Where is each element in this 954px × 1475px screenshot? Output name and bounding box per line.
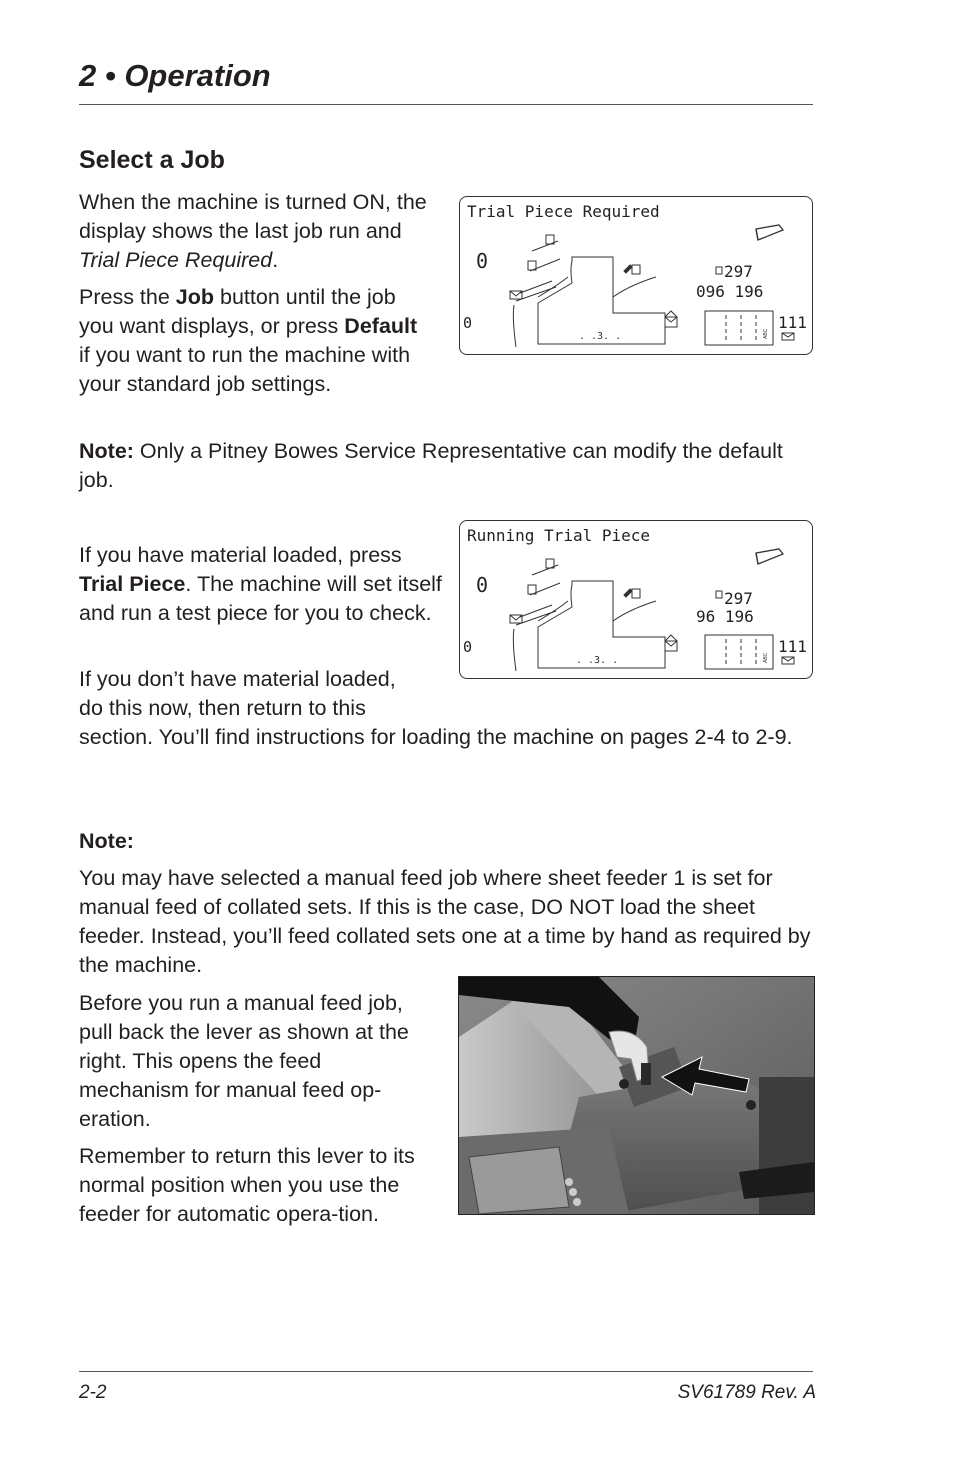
feeder-marks: . .3. . xyxy=(576,655,619,666)
note-label: Note: xyxy=(79,439,134,463)
display-title: Running Trial Piece xyxy=(467,526,651,545)
paragraph-trial-piece xyxy=(79,541,444,628)
lcd-display-trial-required xyxy=(459,196,813,355)
paragraph-job-button xyxy=(79,283,429,399)
intro-period: . xyxy=(272,248,279,272)
machine-lever-photo xyxy=(458,976,815,1215)
display-diagram xyxy=(460,521,812,678)
intro-text: When the machine is turned ON, the display shows the last job run and xyxy=(79,190,427,243)
side-label: ABC xyxy=(763,328,769,339)
text-run: . The machine will set itself and run a test piece for you to check. xyxy=(79,572,442,625)
trial-piece-term: Trial Piece xyxy=(79,572,186,596)
display-diagram xyxy=(460,197,812,354)
counts-line: 96 196 xyxy=(696,607,754,626)
text-run: If you have material loaded, press xyxy=(79,543,402,567)
side-label: ABC xyxy=(763,652,769,663)
bottom-left-count: 0 xyxy=(463,638,473,656)
paragraph-return-lever: Remember to return this lever to its normal position when you use the feeder for automatic opera-tion. xyxy=(79,1144,415,1226)
section-title: Select a Job xyxy=(79,146,225,174)
chapter-title: 2 • Operation xyxy=(79,58,271,93)
left-count: 0 xyxy=(476,573,489,597)
bottom-left-count: 0 xyxy=(463,314,473,332)
text-run: Press the xyxy=(79,285,176,309)
footer-rule xyxy=(79,1371,813,1372)
text-run: button until the job you want displays, or press xyxy=(79,285,396,338)
job-button-term: Job xyxy=(175,285,215,309)
paragraph-no-material-rest: section. You’ll find instructions for loading the machine on pages 2-4 to 2-9. xyxy=(79,725,793,749)
lcd-display-running-trial xyxy=(459,520,813,679)
folder-icon xyxy=(756,225,783,240)
paragraph-no-material-line1: If you don’t have material loaded, xyxy=(79,667,396,691)
paragraph-manual-feed: You may have selected a manual feed job where sheet feeder 1 is set for manual feed of collated sets. If this is the case, DO NOT load the sheet feeder. Instead, you’ll feed collated sets one at a time by hand as required by the machine. xyxy=(79,866,811,977)
page-number: 2-2 xyxy=(79,1382,107,1403)
feed-lever xyxy=(641,1063,651,1085)
left-count: 0 xyxy=(476,249,489,273)
photo-illustration xyxy=(459,977,814,1214)
default-button-term: Default xyxy=(344,314,418,338)
feeder-marks: . .3. . xyxy=(579,331,622,342)
note-text: Only a Pitney Bowes Service Representative can modify the default job. xyxy=(79,439,783,492)
right-count: 111 xyxy=(778,313,807,332)
right-count: 111 xyxy=(778,637,807,656)
piece-count: 297 xyxy=(724,262,753,281)
note-default-job xyxy=(79,437,809,495)
piece-count: 297 xyxy=(724,589,753,608)
intro-emphasis: Trial Piece Required xyxy=(79,248,273,272)
display-title: Trial Piece Required xyxy=(467,202,660,221)
text-run: if you want to run the machine with your standard job settings. xyxy=(79,343,411,396)
counts-line: 096 196 xyxy=(696,282,764,301)
document-id: SV61789 Rev. A xyxy=(677,1382,816,1403)
folder-icon xyxy=(756,549,783,564)
paragraph-no-material-line2: do this now, then return to this xyxy=(79,696,366,720)
header-rule xyxy=(79,104,813,105)
paragraph-pull-lever: Before you run a manual feed job, pull back the lever as shown at the right. This opens the feed mechanism for manual feed op-eration. xyxy=(79,991,409,1131)
note-label-manual: Note: xyxy=(79,829,134,853)
paragraph-intro xyxy=(79,188,439,275)
